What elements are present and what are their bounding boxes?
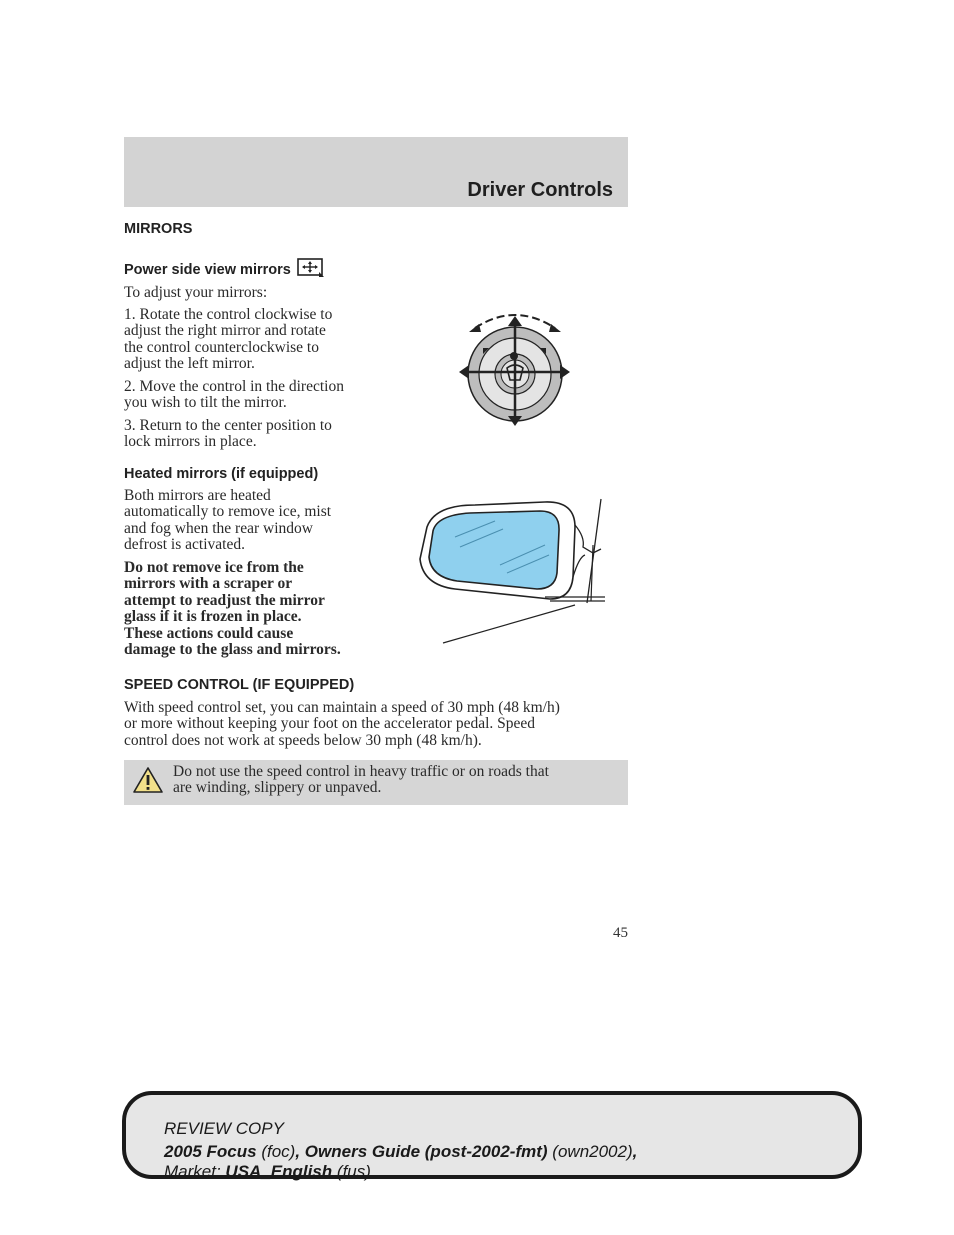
step2-line: 2. Move the control in the direction <box>124 378 344 395</box>
step3-line: lock mirrors in place. <box>124 433 257 451</box>
footer-model: 2005 Focus <box>164 1142 257 1161</box>
mirror-control-illustration <box>455 308 575 433</box>
step1-line: the control counterclockwise to <box>124 338 319 356</box>
footer-market-label: Market: <box>164 1162 221 1181</box>
step2-line: you wish to tilt the mirror. <box>124 394 287 412</box>
footer-model-code: (foc) <box>261 1142 296 1161</box>
power-step-2 <box>124 379 374 412</box>
heated-caution-line: attempt to readjust the mirror <box>124 591 325 609</box>
step1-line: adjust the left mirror. <box>124 355 255 373</box>
step1-line: adjust the right mirror and rotate <box>124 322 326 340</box>
footer-market-code: (fus) <box>336 1162 371 1181</box>
power-mirrors-heading-text: Power side view mirrors <box>124 262 291 278</box>
footer-sep: , <box>632 1142 638 1161</box>
heated-body-line: and fog when the rear window <box>124 519 313 537</box>
footer-guide-code: (own2002) <box>552 1142 633 1161</box>
step3-line: 3. Return to the center position to <box>124 417 332 434</box>
footer-market: USA_English <box>225 1162 333 1181</box>
power-step-3 <box>124 418 374 451</box>
heated-caution-line: damage to the glass and mirrors. <box>124 641 341 659</box>
speed-control-body <box>124 700 624 749</box>
footer-review-label: REVIEW COPY <box>164 1119 284 1138</box>
footer-guide: Owners Guide (post-2002-fmt) <box>304 1142 548 1161</box>
heated-caution <box>124 560 374 658</box>
power-step-1 <box>124 307 374 373</box>
speed-control-heading: SPEED CONTROL (IF EQUIPPED) <box>124 677 355 693</box>
mirror-adjust-icon <box>297 258 325 282</box>
heated-body-line: defrost is activated. <box>124 536 245 554</box>
footer-sep: , <box>295 1142 305 1161</box>
review-footer <box>122 1091 862 1179</box>
speed-body-line: control does not work at speeds below 30 mph (48 km/h). <box>124 731 482 749</box>
heated-caution-line: Do not remove ice from the <box>124 559 304 576</box>
power-intro: To adjust your mirrors: <box>124 284 268 301</box>
step1-line: 1. Rotate the control clockwise to <box>124 306 333 323</box>
warning-triangle-icon <box>132 766 164 799</box>
warning-line: are winding, slippery or unpaved. <box>173 779 382 797</box>
footer-market-line <box>164 1162 371 1182</box>
heated-body-line: automatically to remove ice, mist <box>124 503 332 521</box>
speed-body-line: With speed control set, you can maintain a speed of 30 mph (48 km/h) <box>124 699 560 716</box>
mirrors-heading: MIRRORS <box>124 221 193 237</box>
speed-body-line: or more without keeping your foot on the accelerator pedal. Speed <box>124 715 536 733</box>
warning-line: Do not use the speed control in heavy traffic or on roads that <box>173 763 549 780</box>
side-mirror-illustration <box>415 497 610 649</box>
heated-body-line: Both mirrors are heated <box>124 487 271 504</box>
warning-box <box>124 760 628 805</box>
page-number: 45 <box>613 925 628 941</box>
heated-caution-line: glass if it is frozen in place. <box>124 608 302 626</box>
power-mirrors-heading <box>124 258 325 282</box>
heated-mirrors-heading: Heated mirrors (if equipped) <box>124 466 319 482</box>
warning-text <box>173 764 613 797</box>
footer-guide-line <box>164 1142 637 1162</box>
page-title: Driver Controls <box>467 179 613 201</box>
header-band <box>124 137 628 207</box>
heated-caution-line: mirrors with a scraper or <box>124 575 293 593</box>
heated-body <box>124 488 374 554</box>
heated-caution-line: These actions could cause <box>124 624 294 642</box>
